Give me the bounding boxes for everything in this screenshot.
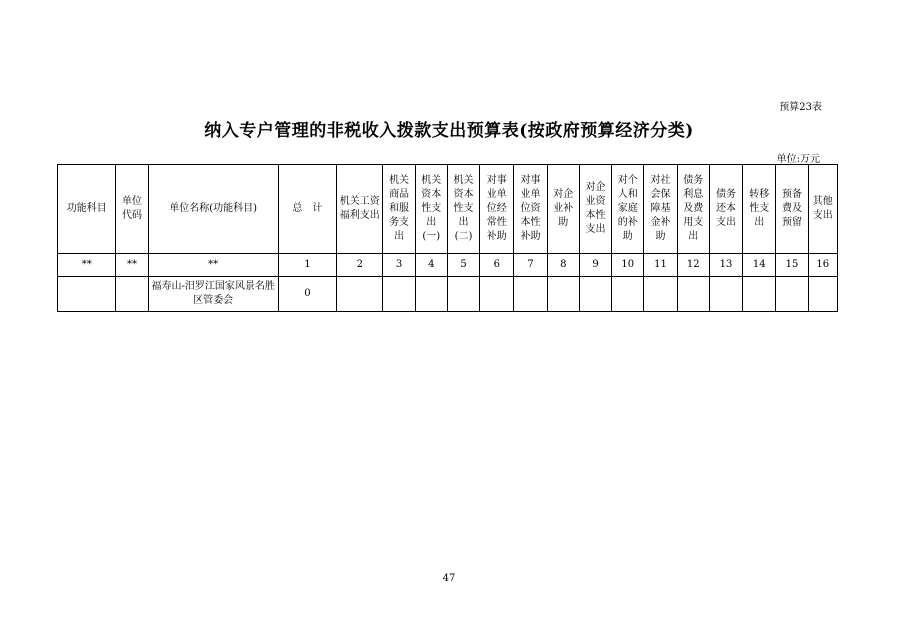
data-cell (644, 277, 677, 312)
index-row (58, 254, 838, 277)
index-cell: 7 (514, 254, 547, 277)
index-cell: 15 (776, 254, 808, 277)
header-cell: 债务 利息 及费 用支 出 (677, 165, 709, 254)
total-cell: 0 (278, 277, 336, 312)
header-cell: 转移 性支 出 (743, 165, 776, 254)
data-cell (415, 277, 447, 312)
unit-name-cell: 福寿山-汨罗江国家风景名胜区管委会 (148, 277, 278, 312)
index-cell: 5 (447, 254, 479, 277)
header-cell: 机关工资 福利支出 (337, 165, 383, 254)
index-cell: 4 (415, 254, 447, 277)
header-cell: 债务 还本 支出 (709, 165, 742, 254)
data-cell (480, 277, 514, 312)
unit-label: 单位:万元 (776, 154, 820, 165)
table-row (58, 277, 838, 312)
header-cell: 对企 业补 助 (547, 165, 579, 254)
data-cell (677, 277, 709, 312)
header-cell: 对事 业单 位经 常性 补助 (480, 165, 514, 254)
header-cell: 预备 费及 预留 (776, 165, 808, 254)
header-cell: 对事 业单 位资 本性 补助 (514, 165, 547, 254)
header-cell: 单位 代码 (116, 165, 148, 254)
index-cell: 1 (278, 254, 336, 277)
index-cell: 14 (743, 254, 776, 277)
index-cell: ** (148, 254, 278, 277)
form-number: 预算23表 (779, 102, 822, 113)
data-cell (383, 277, 415, 312)
index-cell: ** (116, 254, 148, 277)
header-cell: 总 计 (278, 165, 336, 254)
page-title: 纳入专户管理的非税收入拨款支出预算表(按政府预算经济分类) (204, 121, 694, 141)
index-cell: 6 (480, 254, 514, 277)
index-cell: 16 (808, 254, 837, 277)
header-cell: 功能科目 (58, 165, 116, 254)
data-cell (447, 277, 479, 312)
page-number: 47 (442, 573, 456, 584)
data-cell (337, 277, 383, 312)
unit-code-cell (116, 277, 148, 312)
data-cell (579, 277, 611, 312)
index-cell: 9 (579, 254, 611, 277)
header-cell: 机关 资本 性支 出 (二) (447, 165, 479, 254)
index-cell: 10 (612, 254, 644, 277)
header-cell: 对社 会保 障基 金补 助 (644, 165, 677, 254)
data-cell (743, 277, 776, 312)
index-cell: 2 (337, 254, 383, 277)
index-cell: 8 (547, 254, 579, 277)
header-cell: 对企 业资 本性 支出 (579, 165, 611, 254)
header-cell: 对个 人和 家庭 的补 助 (612, 165, 644, 254)
data-cell (709, 277, 742, 312)
index-cell: 11 (644, 254, 677, 277)
data-cell (808, 277, 837, 312)
index-cell: 3 (383, 254, 415, 277)
index-cell: ** (58, 254, 116, 277)
data-cell (514, 277, 547, 312)
data-cell (547, 277, 579, 312)
header-cell: 机关 商品 和服 务支 出 (383, 165, 415, 254)
index-cell: 12 (677, 254, 709, 277)
budget-table (57, 164, 838, 312)
function-code-cell (58, 277, 116, 312)
index-cell: 13 (709, 254, 742, 277)
header-row (58, 165, 838, 254)
header-cell: 单位名称(功能科目) (148, 165, 278, 254)
data-cell (776, 277, 808, 312)
header-cell: 机关 资本 性支 出 (一) (415, 165, 447, 254)
data-cell (612, 277, 644, 312)
header-cell: 其他 支出 (808, 165, 837, 254)
